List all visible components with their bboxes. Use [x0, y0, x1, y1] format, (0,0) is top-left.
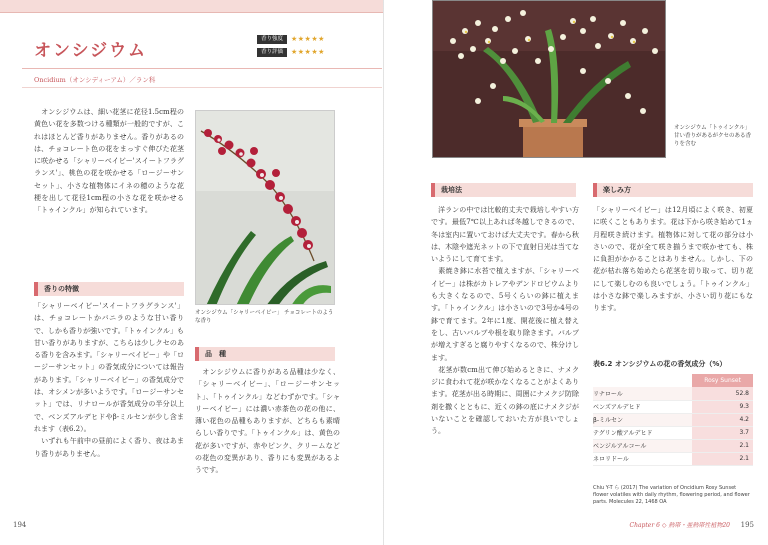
fragrance-table [593, 374, 753, 466]
table-title: 表6.2 オンシジウムの花の香気成分（%） [593, 360, 727, 368]
twinkle-photo [432, 0, 666, 158]
compound-value: 2.1 [692, 439, 753, 452]
table-row [593, 439, 753, 452]
right-page [384, 0, 768, 545]
varieties-text: オンシジウムに香りがある品種は少なく、「シャリーベイビー」、「ロージーサンセット」、「トゥインクル」などわずかです。「シャリーベイビー」には濃い赤茶色の花の他に、薄い花色の品種もありますが、どちらも素晴らしい香りです。「トゥインクル」は、黄色の花が多いですが、赤やピンク、クリームなどの花色の変異があり、香りにも変異があるようです。 [195, 368, 340, 475]
cultivation-text: 洋ランの中では比較的丈夫で栽培しやすい方です。最低7℃以上あれば冬越しできるので、冬は室内に置いておけば大丈夫です。春から秋は、木陰や遮光ネットの下で直射日光は当てないようにして育てます。 素焼き鉢に水苔で植えますが、「シャリーベイビー」は株がカトレアやデンドロビウムよりも大きくなるので、5号くらいの鉢に植えます。「トゥインクル」は小さいので3号か4号の鉢で育てます。2年に1度、開花後に植え替えをし、古いバルブや根を取り除きます。バルブが増えすぎると腐りやすくなるので、株分けします。 花茎が数cm出て伸び始めるときに、ナメクジに食われて花が咲かなくなることがよくあります。花茎が出る時期に、周囲にナメクジ防除剤を撒くとともに、近くの鉢の底にナメクジがいないことを確認しておいた方が良いでしょう。 [431, 206, 579, 436]
compound-value: 9.3 [692, 400, 753, 413]
fragrance-text: 「シャリーベイビー'スイートフラグランス'」は、チョコレートかバニラのような甘い香りで、しかも香りが強いです。「トゥインクル」も甘い香りがありますが、こちらは少しクセのある香りを含みます。「シャリーベイビー」や「ロージーサンセット」の香気成分については報告があります。「シャリーベイビー」の香気成分では、オシメンが多いようです。「ロージーサンセット」では、リナロールが香気成分の半分以上で、ベンズアルデヒドやβ-ミルセンが少し含まれます（表6.2）。 いずれも午前中の昼前によく香り、夜はあまり香りがありません。 [34, 302, 184, 458]
enjoy-text: 「シャリーベイビー」は12月頃によく咲き、初夏に咲くこともあります。花は下から咲き始めて1ヵ月程咲き続けます。植物体に対して花の部分は小さいので、花が全て咲き揃うまで咲かせても、株に負担がかかることはありません。しかし、下の花が枯れ落ち始めたら花茎を切り取って、切り花にして楽しむのも良いでしょう。「トゥインクル」は小さな鉢で楽しみますが、小さい切り花にもなります。 [593, 206, 753, 313]
compound-name: β-ミルセン [593, 413, 692, 426]
photo-caption-right: オンシジウム「トゥインクル」 甘い香りがあるがクセのある香りを含む [674, 125, 752, 147]
table-row [593, 400, 753, 413]
table-header-rosy-sunset: Rosy Sunset [692, 374, 753, 387]
photo-caption-left: オンシジウム「シャリーベイビー」 チョコレートのような香り [195, 310, 334, 324]
title-divider [22, 68, 382, 69]
page-number-left: 194 [13, 521, 27, 529]
table-reference: Chiu Y-T ら (2017) The variation of Oncidium Rosy Sunset flower volatiles with daily rhythm, flowering period, and flower parts. Molecules 22, 1468 OA [593, 485, 750, 505]
top-band [0, 0, 384, 13]
orchid-plant-image [433, 1, 666, 158]
compound-name: ベンジルアルコール [593, 439, 692, 452]
compound-value: 52.8 [692, 387, 753, 400]
subtitle-divider [22, 87, 382, 88]
section-head-fragrance: 香りの特徴 [34, 282, 184, 296]
table-corner [593, 374, 692, 387]
fragrance-meter [257, 34, 337, 60]
rating-row [257, 47, 337, 57]
table-row [593, 452, 753, 465]
compound-name: テグリン酸アルデヒド [593, 426, 692, 439]
scientific-name: Oncidium（オンシディーアム）／ラン科 [34, 76, 156, 84]
section-head-cultivation: 栽培法 [431, 183, 576, 197]
strength-stars: ★★★★★ [291, 35, 325, 43]
section-head-enjoy: 楽しみ方 [593, 183, 753, 197]
compound-name: リナロール [593, 387, 692, 400]
compound-value: 4.2 [692, 413, 753, 426]
page-number-right: 195 [740, 521, 754, 529]
table-row [593, 413, 753, 426]
table-row [593, 426, 753, 439]
sharry-baby-photo [195, 110, 335, 305]
orchid-image [196, 111, 335, 305]
compound-value: 2.1 [692, 452, 753, 465]
strength-label: 香り強度 [257, 35, 287, 44]
section-head-varieties: 品 種 [195, 347, 335, 361]
table-row [593, 387, 753, 400]
compound-name: ネロリドール [593, 452, 692, 465]
compound-value: 3.7 [692, 426, 753, 439]
intro-text: オンシジウムは、細い花茎に花径1.5cm程の黄色い花を多数つける種類が一般的ですが、これはほとんど香りがありません。香りがあるのは、チョコレート色の花をまっすぐ伸びた花茎に咲かせる「シャリーベイビー'スイートフラグランス'」、桃色の花を咲かせる「ロージーサンセット」、小さな植物体にイネの穂のような花梗を出して花径1cm程の小さな花を咲かせる「トゥインクル」が知られています。 [34, 108, 184, 215]
strength-row [257, 34, 337, 44]
compound-name: ベンズアルデヒド [593, 400, 692, 413]
rating-label: 香り評価 [257, 48, 287, 57]
table-header-row [593, 374, 753, 387]
rating-stars: ★★★★★ [291, 48, 325, 56]
running-head: Chapter 6 ◇ 熱帯・亜熱帯性植物20 [629, 522, 730, 529]
page-title: オンシジウム [34, 41, 147, 61]
